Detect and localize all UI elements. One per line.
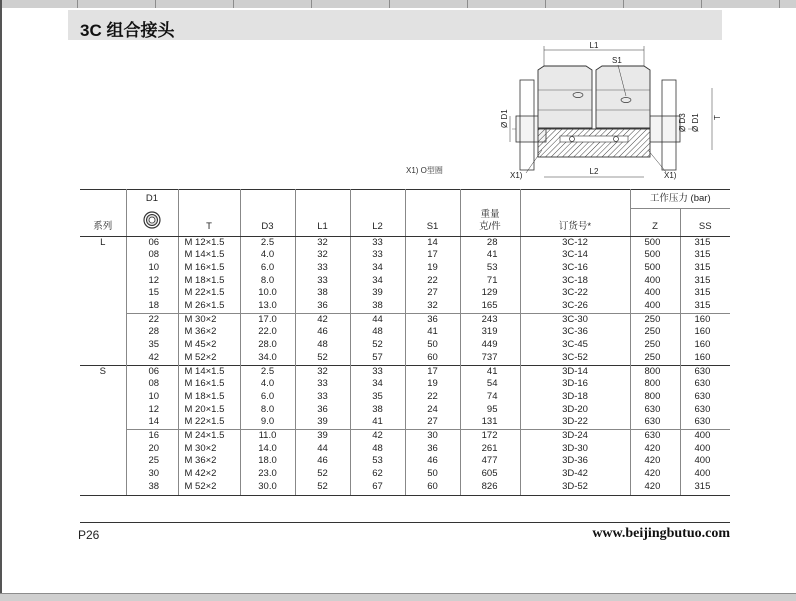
- cell-pressure-ss: 160: [680, 339, 730, 352]
- cell-pressure-z: 400: [630, 287, 680, 300]
- cell-l1: 33: [295, 262, 350, 275]
- cell-weight: 54: [460, 378, 520, 391]
- header-t: T: [178, 209, 240, 237]
- cell-order-number: 3D-14: [520, 365, 630, 378]
- fitting-drawing: [498, 40, 730, 182]
- cell-s1: 22: [405, 275, 460, 288]
- left-frame-line: [0, 0, 2, 601]
- cell-l1: 42: [295, 313, 350, 326]
- cell-series: [80, 313, 126, 326]
- table-row: [80, 300, 730, 313]
- cell-series: [80, 352, 126, 365]
- table-row: [80, 481, 730, 495]
- label-t: T: [713, 115, 722, 120]
- cell-order-number: 3C-16: [520, 262, 630, 275]
- page-title: 3C 组合接头: [80, 21, 175, 40]
- cell-d3: 4.0: [240, 378, 295, 391]
- cell-l2: 33: [350, 236, 405, 249]
- label-s1: S1: [612, 56, 622, 65]
- cell-l2: 39: [350, 287, 405, 300]
- cell-pressure-z: 500: [630, 249, 680, 262]
- header-ss: SS: [680, 209, 730, 237]
- cell-l1: 39: [295, 430, 350, 443]
- cell-weight: 131: [460, 416, 520, 429]
- label-l1: L1: [589, 41, 599, 50]
- cell-series: S: [80, 365, 126, 378]
- cell-weight: 74: [460, 391, 520, 404]
- cell-d1: 35: [126, 339, 178, 352]
- website-url: www.beijingbutuo.com: [592, 526, 730, 541]
- cell-order-number: 3D-16: [520, 378, 630, 391]
- header-series: 系列: [80, 209, 126, 237]
- cell-l2: 53: [350, 455, 405, 468]
- cell-series: [80, 404, 126, 417]
- cell-weight: 129: [460, 287, 520, 300]
- cell-pressure-z: 400: [630, 300, 680, 313]
- table-row: [80, 468, 730, 481]
- cell-s1: 19: [405, 262, 460, 275]
- cell-thread: M 42×2: [178, 468, 240, 481]
- table-row: [80, 236, 730, 249]
- cell-l1: 48: [295, 339, 350, 352]
- cell-series: L: [80, 236, 126, 249]
- cell-pressure-ss: 630: [680, 391, 730, 404]
- cell-order-number: 3D-42: [520, 468, 630, 481]
- cell-d1: 28: [126, 326, 178, 339]
- cell-pressure-z: 630: [630, 404, 680, 417]
- cell-order-number: 3C-12: [520, 236, 630, 249]
- cell-series: [80, 481, 126, 495]
- cell-pressure-ss: 315: [680, 249, 730, 262]
- cell-pressure-z: 250: [630, 313, 680, 326]
- cell-thread: M 36×2: [178, 455, 240, 468]
- cell-s1: 50: [405, 468, 460, 481]
- cell-thread: M 22×1.5: [178, 287, 240, 300]
- cell-pressure-z: 400: [630, 275, 680, 288]
- table-row: [80, 391, 730, 404]
- cell-pressure-z: 250: [630, 352, 680, 365]
- cell-order-number: 3D-30: [520, 443, 630, 456]
- table-row: [80, 339, 730, 352]
- cell-l2: 34: [350, 262, 405, 275]
- cell-weight: 172: [460, 430, 520, 443]
- cell-s1: 60: [405, 481, 460, 495]
- cell-s1: 17: [405, 365, 460, 378]
- cell-order-number: 3C-26: [520, 300, 630, 313]
- cell-d1: 12: [126, 404, 178, 417]
- cell-l1: 36: [295, 300, 350, 313]
- cell-series: [80, 391, 126, 404]
- header-d3: D3: [240, 209, 295, 237]
- cell-thread: M 52×2: [178, 352, 240, 365]
- cell-weight: 243: [460, 313, 520, 326]
- table-row: [80, 365, 730, 378]
- label-l2: L2: [589, 167, 599, 176]
- cell-series: [80, 416, 126, 429]
- cell-series: [80, 468, 126, 481]
- cell-d3: 6.0: [240, 391, 295, 404]
- cell-pressure-z: 800: [630, 365, 680, 378]
- cell-d1: 22: [126, 313, 178, 326]
- cell-pressure-z: 420: [630, 481, 680, 495]
- cell-l2: 42: [350, 430, 405, 443]
- cell-weight: 41: [460, 365, 520, 378]
- cell-pressure-z: 250: [630, 326, 680, 339]
- cell-l1: 32: [295, 365, 350, 378]
- cell-pressure-ss: 315: [680, 236, 730, 249]
- cell-series: [80, 430, 126, 443]
- label-d1-right: Ø D1: [691, 113, 700, 132]
- cell-l1: 38: [295, 287, 350, 300]
- cell-thread: M 18×1.5: [178, 275, 240, 288]
- cell-pressure-ss: 630: [680, 404, 730, 417]
- cell-l2: 62: [350, 468, 405, 481]
- table-row: [80, 275, 730, 288]
- cell-d3: 13.0: [240, 300, 295, 313]
- cell-pressure-ss: 630: [680, 378, 730, 391]
- table-row: [80, 443, 730, 456]
- header-order: 订货号*: [520, 209, 630, 237]
- cell-s1: 17: [405, 249, 460, 262]
- cell-series: [80, 378, 126, 391]
- cell-d1: 16: [126, 430, 178, 443]
- cell-d3: 30.0: [240, 481, 295, 495]
- cell-thread: M 30×2: [178, 313, 240, 326]
- cell-d1: 08: [126, 378, 178, 391]
- cell-pressure-ss: 315: [680, 481, 730, 495]
- cell-pressure-ss: 160: [680, 352, 730, 365]
- cell-d1: 10: [126, 262, 178, 275]
- cell-pressure-ss: 160: [680, 313, 730, 326]
- label-x1-right: X1): [664, 171, 677, 180]
- cell-d1: 20: [126, 443, 178, 456]
- cell-d3: 17.0: [240, 313, 295, 326]
- cell-order-number: 3C-22: [520, 287, 630, 300]
- cell-d3: 8.0: [240, 404, 295, 417]
- cell-l2: 38: [350, 300, 405, 313]
- table-row: [80, 404, 730, 417]
- cell-s1: 24: [405, 404, 460, 417]
- header-l1: L1: [295, 209, 350, 237]
- cell-pressure-z: 500: [630, 236, 680, 249]
- table-row: [80, 326, 730, 339]
- cell-l1: 33: [295, 391, 350, 404]
- header-d1-icon: [126, 209, 178, 237]
- cell-weight: 826: [460, 481, 520, 495]
- cell-thread: M 26×1.5: [178, 300, 240, 313]
- cell-s1: 41: [405, 326, 460, 339]
- title-bar: [68, 10, 722, 40]
- cell-thread: M 30×2: [178, 443, 240, 456]
- cell-weight: 28: [460, 236, 520, 249]
- cell-d1: 06: [126, 365, 178, 378]
- cell-weight: 449: [460, 339, 520, 352]
- cell-l1: 39: [295, 416, 350, 429]
- cell-order-number: 3D-24: [520, 430, 630, 443]
- cell-d3: 22.0: [240, 326, 295, 339]
- cell-weight: 165: [460, 300, 520, 313]
- cell-order-number: 3C-18: [520, 275, 630, 288]
- cell-d1: 15: [126, 287, 178, 300]
- table-row: [80, 455, 730, 468]
- cell-l1: 32: [295, 249, 350, 262]
- cell-l1: 52: [295, 468, 350, 481]
- cell-series: [80, 275, 126, 288]
- cell-order-number: 3D-36: [520, 455, 630, 468]
- cell-thread: M 20×1.5: [178, 404, 240, 417]
- cell-thread: M 14×1.5: [178, 249, 240, 262]
- oring-note: X1) O型圈: [406, 166, 443, 175]
- cell-l2: 48: [350, 443, 405, 456]
- table-row: [80, 352, 730, 365]
- cell-weight: 477: [460, 455, 520, 468]
- cell-d3: 14.0: [240, 443, 295, 456]
- cell-l2: 33: [350, 249, 405, 262]
- fitting-section-icon: [143, 211, 161, 229]
- cell-order-number: 3D-52: [520, 481, 630, 495]
- cell-l1: 44: [295, 443, 350, 456]
- cell-thread: M 52×2: [178, 481, 240, 495]
- cell-d3: 18.0: [240, 455, 295, 468]
- cell-order-number: 3D-22: [520, 416, 630, 429]
- cell-d1: 12: [126, 275, 178, 288]
- top-frame-bar: [0, 0, 796, 8]
- cell-d3: 34.0: [240, 352, 295, 365]
- cell-thread: M 14×1.5: [178, 365, 240, 378]
- cell-l2: 41: [350, 416, 405, 429]
- page-number: P26: [78, 528, 100, 542]
- cell-s1: 50: [405, 339, 460, 352]
- cell-d3: 2.5: [240, 365, 295, 378]
- cell-series: [80, 326, 126, 339]
- cell-d1: 42: [126, 352, 178, 365]
- cell-d3: 11.0: [240, 430, 295, 443]
- table-row: [80, 313, 730, 326]
- footer-rule: [80, 522, 730, 523]
- cell-pressure-ss: 630: [680, 416, 730, 429]
- cell-pressure-z: 800: [630, 378, 680, 391]
- cell-l1: 52: [295, 352, 350, 365]
- cell-d3: 23.0: [240, 468, 295, 481]
- cell-pressure-ss: 400: [680, 430, 730, 443]
- label-x1-left: X1): [510, 171, 523, 180]
- cell-order-number: 3C-36: [520, 326, 630, 339]
- cell-series: [80, 455, 126, 468]
- label-d1-left: Ø D1: [500, 109, 509, 128]
- cell-pressure-ss: 400: [680, 443, 730, 456]
- cell-series: [80, 339, 126, 352]
- bottom-frame-bar: [0, 593, 796, 601]
- cell-weight: 605: [460, 468, 520, 481]
- cell-d3: 2.5: [240, 236, 295, 249]
- cell-l1: 32: [295, 236, 350, 249]
- cell-pressure-ss: 160: [680, 326, 730, 339]
- cell-l1: 33: [295, 378, 350, 391]
- cell-pressure-ss: 400: [680, 455, 730, 468]
- cell-series: [80, 287, 126, 300]
- cell-s1: 14: [405, 236, 460, 249]
- cell-d3: 10.0: [240, 287, 295, 300]
- cell-pressure-z: 800: [630, 391, 680, 404]
- cell-s1: 22: [405, 391, 460, 404]
- header-pressure: 工作压力 (bar): [630, 190, 730, 209]
- cell-d3: 9.0: [240, 416, 295, 429]
- cell-d3: 8.0: [240, 275, 295, 288]
- cell-s1: 30: [405, 430, 460, 443]
- cell-d1: 18: [126, 300, 178, 313]
- header-l2: L2: [350, 209, 405, 237]
- table-row: [80, 262, 730, 275]
- table-row: [80, 287, 730, 300]
- cell-l2: 33: [350, 365, 405, 378]
- cell-d1: 10: [126, 391, 178, 404]
- cell-pressure-ss: 315: [680, 287, 730, 300]
- cell-order-number: 3D-20: [520, 404, 630, 417]
- cell-l1: 46: [295, 455, 350, 468]
- table-row: [80, 430, 730, 443]
- cell-l2: 34: [350, 378, 405, 391]
- cell-thread: M 45×2: [178, 339, 240, 352]
- cell-d3: 4.0: [240, 249, 295, 262]
- cell-l2: 35: [350, 391, 405, 404]
- cell-weight: 261: [460, 443, 520, 456]
- cell-l2: 57: [350, 352, 405, 365]
- cell-d1: 14: [126, 416, 178, 429]
- cell-weight: 319: [460, 326, 520, 339]
- cell-series: [80, 443, 126, 456]
- label-d3: Ø D3: [678, 113, 687, 132]
- cell-d3: 28.0: [240, 339, 295, 352]
- cell-weight: 71: [460, 275, 520, 288]
- cell-s1: 27: [405, 416, 460, 429]
- cell-order-number: 3C-30: [520, 313, 630, 326]
- cell-pressure-ss: 315: [680, 262, 730, 275]
- cell-pressure-ss: 315: [680, 275, 730, 288]
- cell-pressure-z: 500: [630, 262, 680, 275]
- cell-s1: 46: [405, 455, 460, 468]
- cell-series: [80, 262, 126, 275]
- cell-s1: 27: [405, 287, 460, 300]
- cell-l1: 36: [295, 404, 350, 417]
- cell-thread: M 24×1.5: [178, 430, 240, 443]
- cell-pressure-z: 420: [630, 443, 680, 456]
- cell-order-number: 3D-18: [520, 391, 630, 404]
- cell-series: [80, 249, 126, 262]
- cell-weight: 95: [460, 404, 520, 417]
- table-row: [80, 249, 730, 262]
- cell-l1: 33: [295, 275, 350, 288]
- table-row: [80, 416, 730, 429]
- cell-pressure-ss: 315: [680, 300, 730, 313]
- header-s1: S1: [405, 209, 460, 237]
- cell-pressure-z: 630: [630, 430, 680, 443]
- fittings-table: [80, 189, 730, 496]
- cell-s1: 32: [405, 300, 460, 313]
- cell-pressure-ss: 400: [680, 468, 730, 481]
- cell-thread: M 12×1.5: [178, 236, 240, 249]
- header-d1: D1: [126, 190, 178, 209]
- cell-weight: 737: [460, 352, 520, 365]
- cell-l2: 38: [350, 404, 405, 417]
- cell-l2: 67: [350, 481, 405, 495]
- header-weight-line1: 重量: [480, 208, 500, 220]
- cell-d1: 38: [126, 481, 178, 495]
- cell-l2: 44: [350, 313, 405, 326]
- cell-l1: 52: [295, 481, 350, 495]
- cell-pressure-z: 630: [630, 416, 680, 429]
- cell-thread: M 16×1.5: [178, 262, 240, 275]
- cell-weight: 53: [460, 262, 520, 275]
- cell-s1: 36: [405, 443, 460, 456]
- cell-l2: 48: [350, 326, 405, 339]
- header-weight: [460, 209, 520, 237]
- cell-d1: 06: [126, 236, 178, 249]
- cell-l2: 34: [350, 275, 405, 288]
- cell-d3: 6.0: [240, 262, 295, 275]
- cell-l2: 52: [350, 339, 405, 352]
- cell-d1: 08: [126, 249, 178, 262]
- cell-thread: M 36×2: [178, 326, 240, 339]
- cell-series: [80, 300, 126, 313]
- cell-pressure-z: 420: [630, 468, 680, 481]
- table-row: [80, 378, 730, 391]
- cell-thread: M 16×1.5: [178, 378, 240, 391]
- cell-thread: M 22×1.5: [178, 416, 240, 429]
- cell-thread: M 18×1.5: [178, 391, 240, 404]
- cell-weight: 41: [460, 249, 520, 262]
- header-z: Z: [630, 209, 680, 237]
- cell-pressure-ss: 630: [680, 365, 730, 378]
- cell-d1: 30: [126, 468, 178, 481]
- cell-order-number: 3C-45: [520, 339, 630, 352]
- cell-order-number: 3C-52: [520, 352, 630, 365]
- cell-s1: 60: [405, 352, 460, 365]
- cell-s1: 19: [405, 378, 460, 391]
- cell-d1: 25: [126, 455, 178, 468]
- cell-s1: 36: [405, 313, 460, 326]
- cell-pressure-z: 250: [630, 339, 680, 352]
- cell-pressure-z: 420: [630, 455, 680, 468]
- header-weight-line2: 克/件: [479, 220, 501, 232]
- cell-order-number: 3C-14: [520, 249, 630, 262]
- cell-l1: 46: [295, 326, 350, 339]
